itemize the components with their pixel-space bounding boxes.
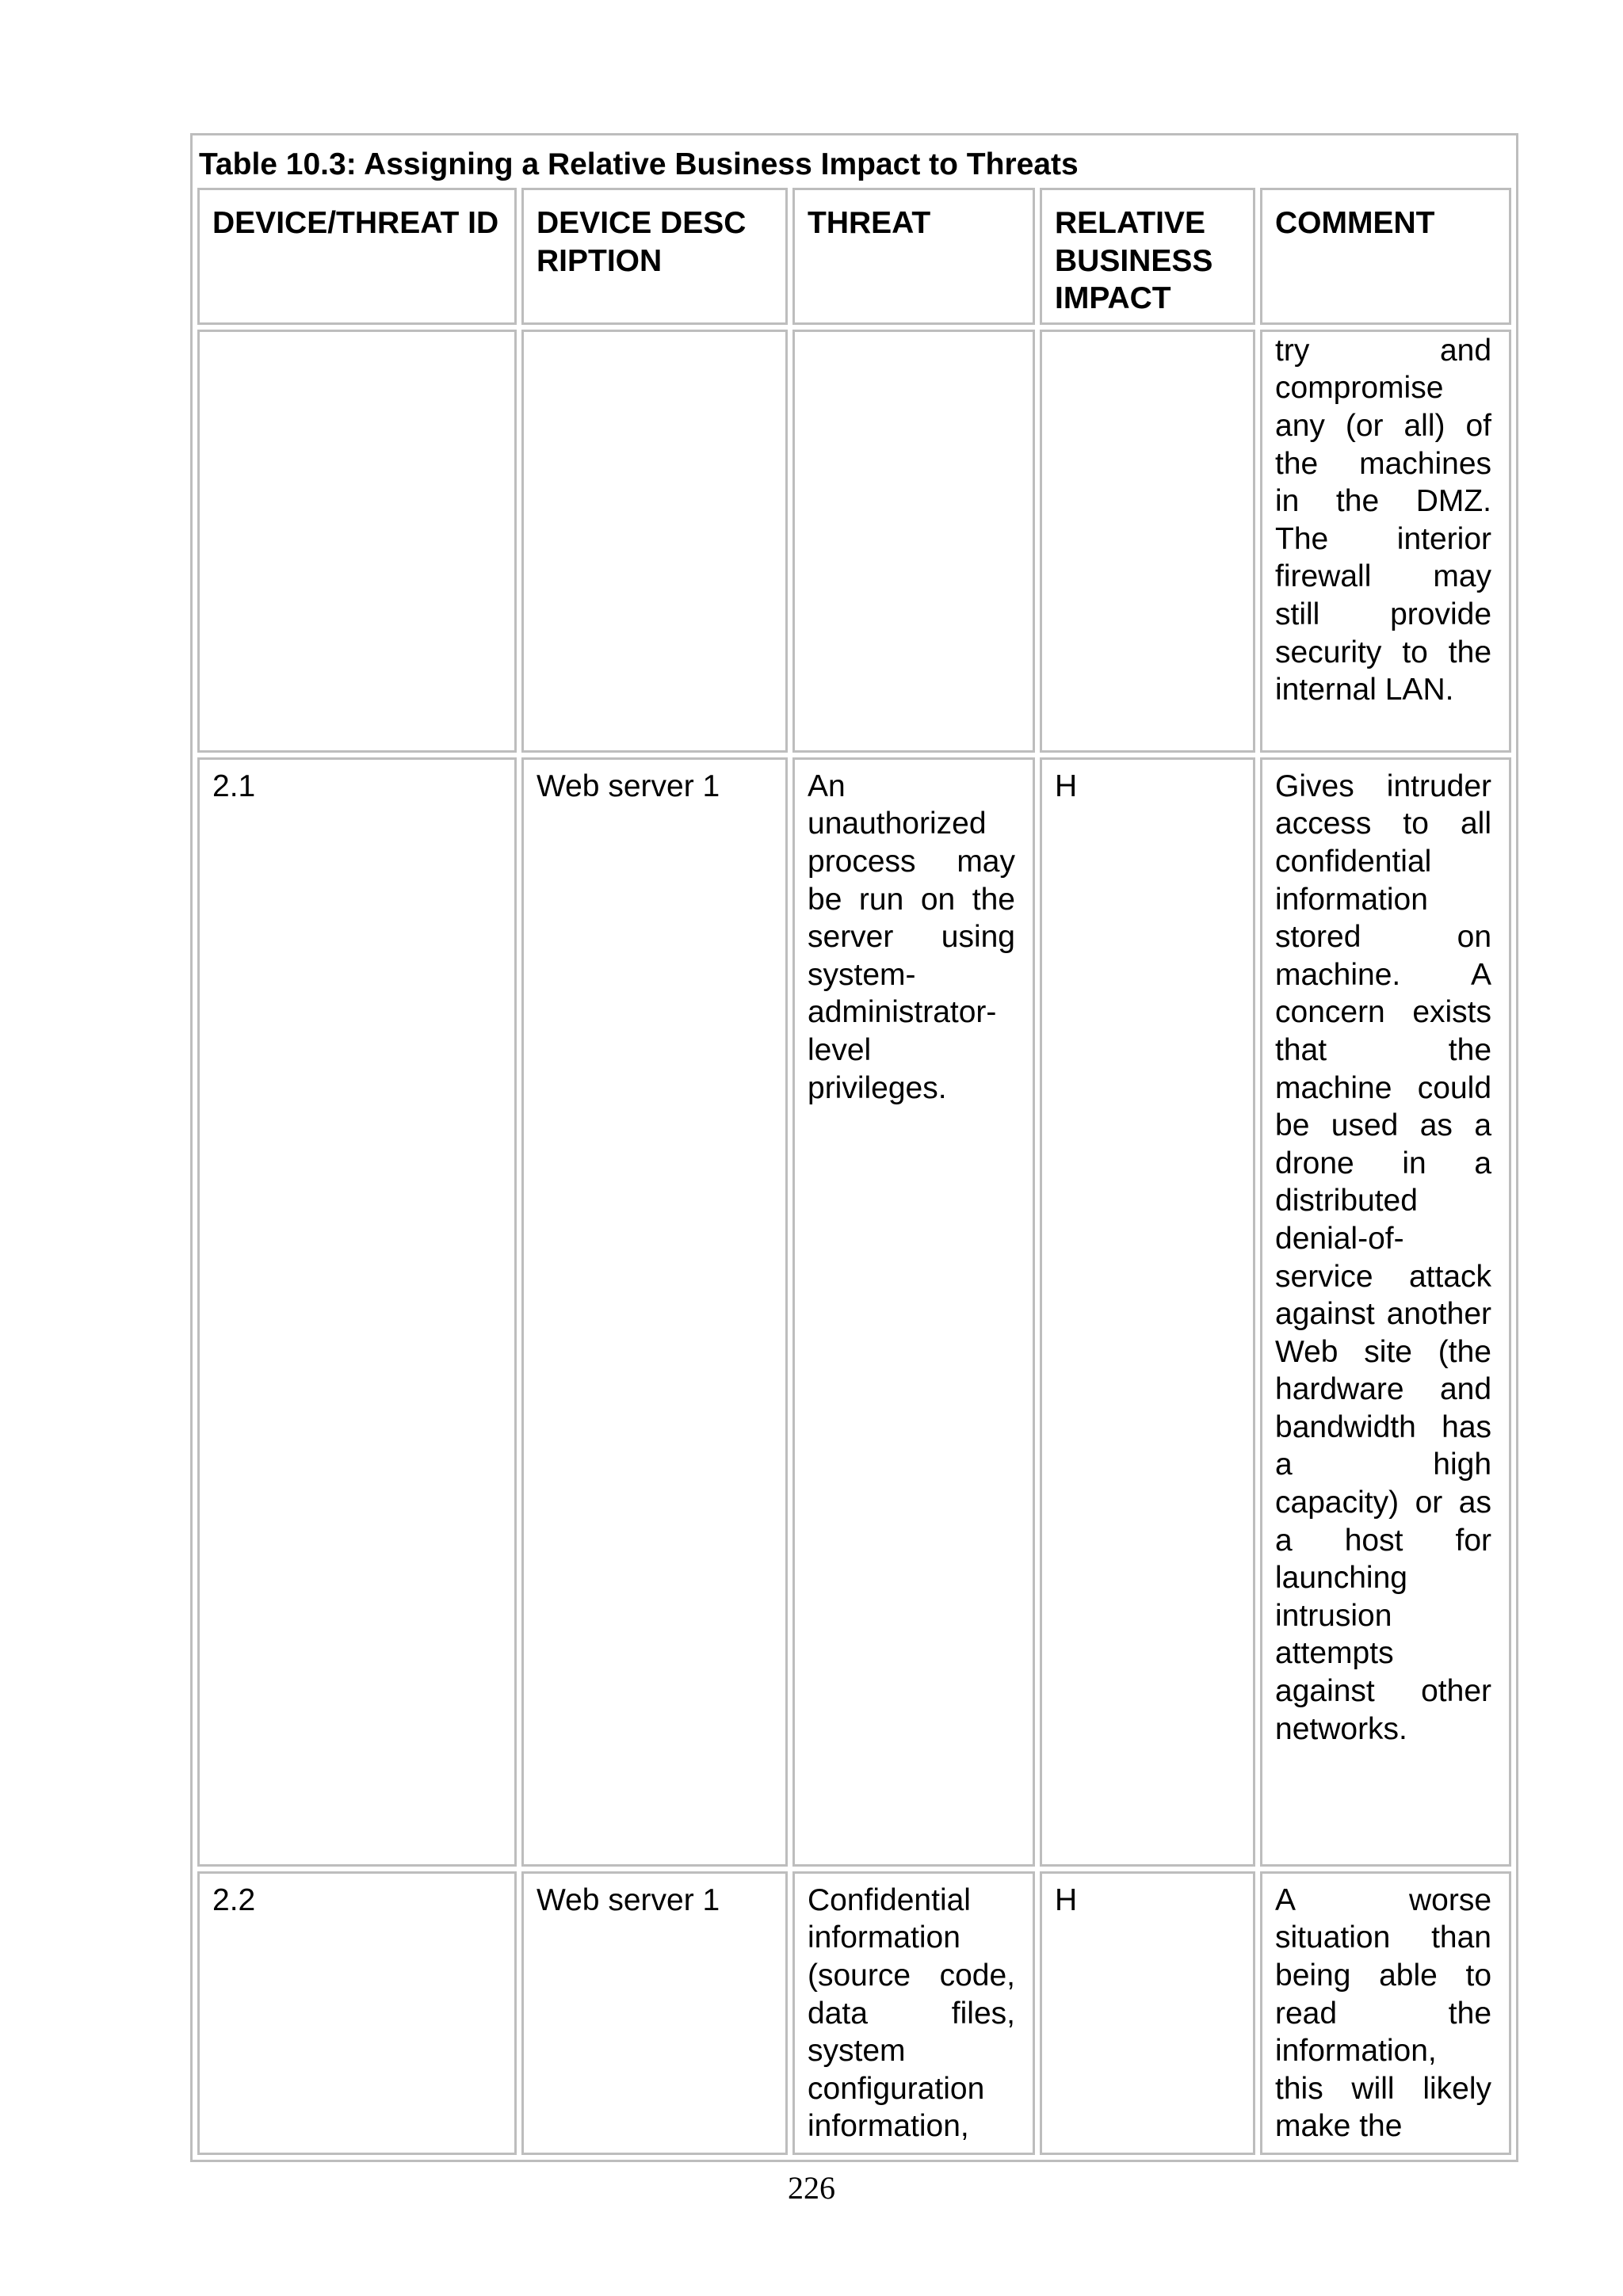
cell-description	[521, 330, 788, 753]
cell-impact: H	[1040, 1871, 1255, 2155]
table-row	[197, 1871, 1511, 2155]
cell-id: 2.2	[197, 1871, 517, 2155]
header-threat: THREAT	[792, 188, 1035, 325]
table-header-row	[197, 188, 1511, 325]
cell-comment: A worse situation than being able to read the information, this will likely make the	[1260, 1871, 1511, 2155]
cell-description: Web server 1	[521, 1871, 788, 2155]
cell-comment: Gives intruder access to all confidential information stored on machine. A concern exists that the machine could be used as a drone in a distributed denial-of-service attack against another Web site (the hardware and bandwidth has a high capacity) or as a host for launching intrusion attempts against other networks.	[1260, 757, 1511, 1867]
cell-threat: An unauthorized process may be run on the server using system-administrator-level privileges.	[792, 757, 1035, 1867]
cell-id: 2.1	[197, 757, 517, 1867]
page-number: 226	[788, 2170, 835, 2206]
table-caption-row	[197, 140, 1511, 183]
header-device-description: DEVICE DESCRIPTION	[521, 188, 788, 325]
cell-comment: try and compromise any (or all) of the machines in the DMZ. The interior firewall may still provide security to the internal LAN.	[1260, 330, 1511, 753]
cell-description: Web server 1	[521, 757, 788, 1867]
header-comment: COMMENT	[1260, 188, 1511, 325]
cell-id	[197, 330, 517, 753]
table-row	[197, 757, 1511, 1867]
cell-impact	[1040, 330, 1255, 753]
threat-impact-table	[190, 133, 1518, 2162]
table-row	[197, 330, 1511, 753]
cell-threat	[792, 330, 1035, 753]
cell-threat: Confidential information (source code, data files, system configuration information,	[792, 1871, 1035, 2155]
table-caption: Table 10.3: Assigning a Relative Business Impact to Threats	[199, 147, 1079, 181]
cell-impact: H	[1040, 757, 1255, 1867]
header-relative-business-impact: RELATIVE BUSINESS IMPACT	[1040, 188, 1255, 325]
header-device-threat-id: DEVICE/THREAT ID	[197, 188, 517, 325]
